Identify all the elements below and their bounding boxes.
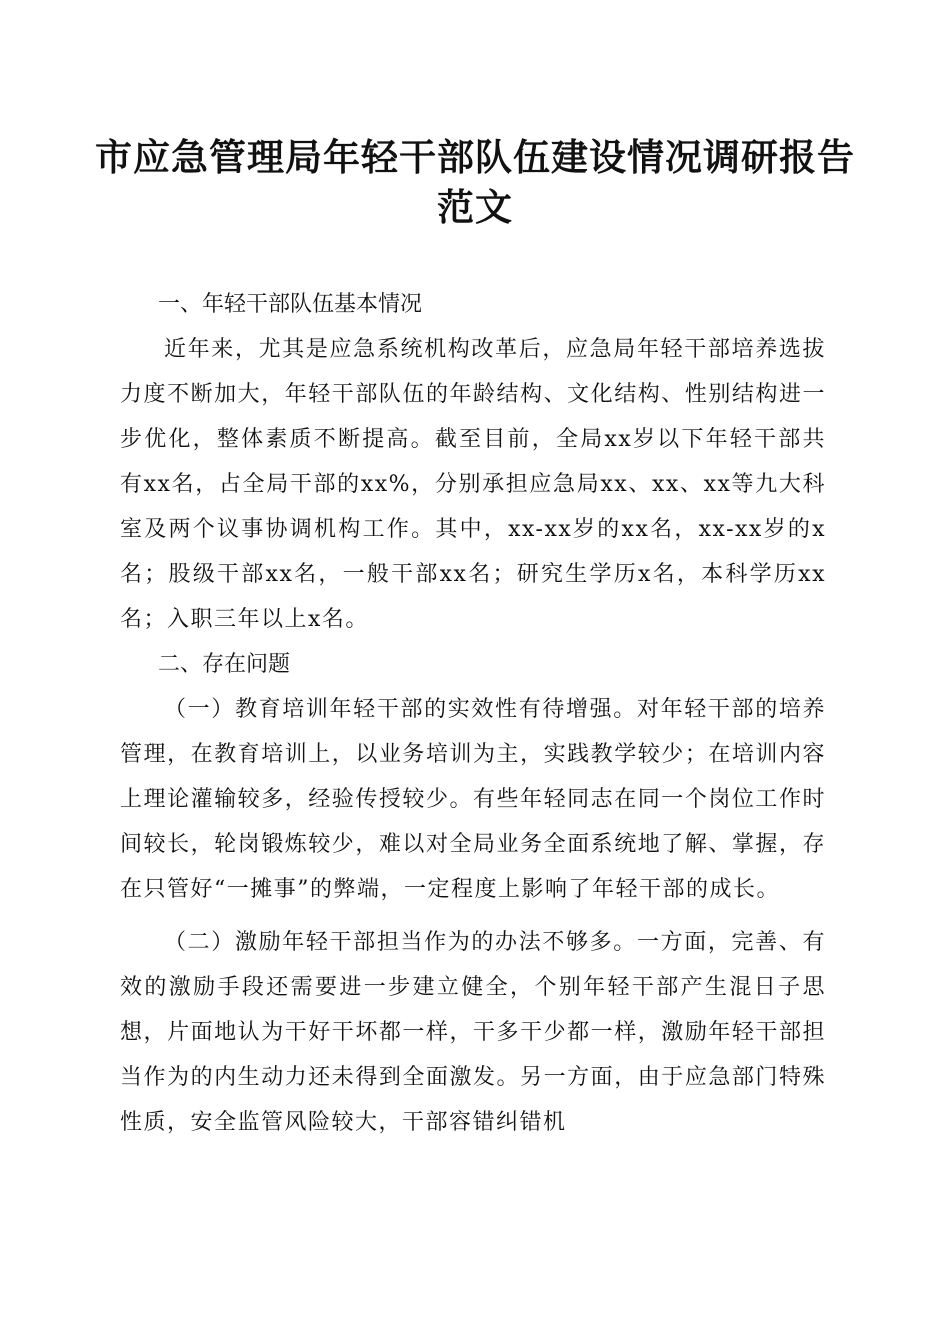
section-2-item-1 bbox=[120, 687, 826, 912]
title-line-1: 市应急管理局年轻干部队伍建设情况调研报告 bbox=[95, 135, 855, 179]
title-line-2: 范文 bbox=[437, 185, 513, 229]
document-title bbox=[95, 132, 855, 232]
item-1-body: 对年轻干部的培养管理，在教育培训上，以业务培训为主，实践教学较少；在培训内容上理论灌输较多，经验传授较少。有些年轻同志在同一个岗位工作时间较长，轮岗锻炼较少，难以对全局业务全面系统地了解、掌握，存在只管好“一摊事”的弊端，一定程度上影响了年轻干部的成长。 bbox=[120, 697, 826, 902]
item-2-lead: （二）激励年轻干部担当作为的办法不够多。 bbox=[164, 930, 637, 955]
paragraph-gap bbox=[120, 912, 826, 920]
section-1-heading: 一、年轻干部队伍基本情况 bbox=[158, 292, 423, 317]
section-2-item-2 bbox=[120, 920, 826, 1145]
item-1-lead: （一）教育培训年轻干部的实效性有待增强。 bbox=[164, 697, 637, 722]
document-body bbox=[120, 282, 826, 1145]
item-2-body: 一方面，完善、有效的激励手段还需要进一步建立健全，个别年轻干部产生混日子思想，片面地认为干好干坏都一样，干多干少都一样，激励年轻干部担当作为的内生动力还未得到全面激发。另一方面，由于应急部门特殊性质，安全监管风险较大，干部容错纠错机 bbox=[120, 930, 826, 1135]
section-2-heading: 二、存在问题 bbox=[158, 652, 291, 677]
section-1-paragraph: 近年来，尤其是应急系统机构改革后，应急局年轻干部培养选拔力度不断加大，年轻干部队伍的年龄结构、文化结构、性别结构进一步优化，整体素质不断提高。截至目前，全局xx岁以下年轻干部共有xx名，占全局干部的xx%，分别承担应急局xx、xx、xx等九大科室及两个议事协调机构工作。其中，xx-xx岁的xx名，xx-xx岁的x名；股级干部xx名，一般干部xx名；研究生学历x名，本科学历xx名；入职三年以上x名。 bbox=[120, 337, 826, 632]
